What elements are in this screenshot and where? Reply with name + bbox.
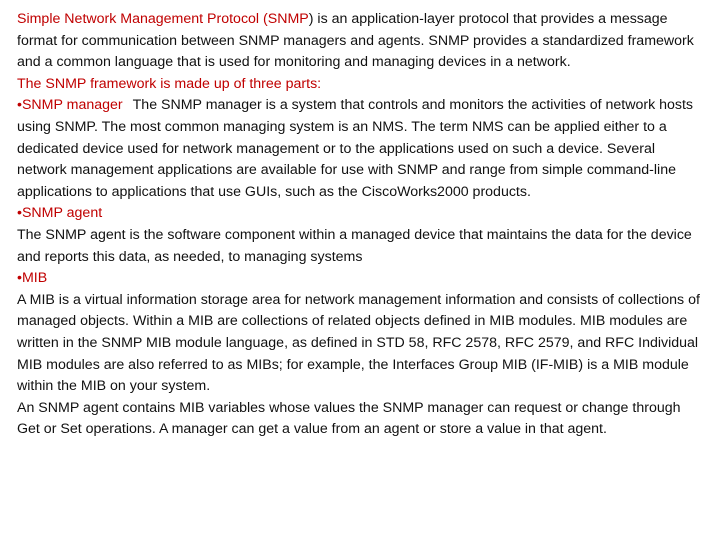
intro-title: Simple Network Management Protocol (SNMP (17, 11, 309, 27)
agent-label: •SNMP agent (17, 205, 103, 222)
intro-paragraph (17, 9, 707, 74)
manager-paragraph (17, 95, 707, 203)
manager-text: The SNMP manager is a system that controls and monitors the activities of network hosts using SNMP. The most common managing system is an NMS. The term NMS can be applied either to a dedicated device used for network management or to the applications used on such a device. Several network management applications are available for use with SNMP and range from simple command-line applications to applications that use GUIs, such as the CiscoWorks2000 products. (17, 97, 694, 200)
agent-text: The SNMP agent is the software component within a managed device that maintains the data for the device and reports this data, as needed, to managing systems (17, 226, 692, 265)
manager-label: •SNMP manager (17, 97, 123, 114)
mib-label: •MIB (17, 270, 48, 287)
intro-text: ) is an application-layer protocol that provides a message format for communication between SNMP managers and agents. SNMP provides a standardized framework and a common language that is used for monitoring and managing devices in a network. (17, 11, 694, 71)
document-body (17, 9, 707, 441)
framework-heading: The SNMP framework is made up of three parts: (17, 75, 322, 92)
mib-text: A MIB is a virtual information storage area for network management information and consists of collections of managed objects. Within a MIB are collections of related objects defined in MIB modules. MIB modules are written in the SNMP MIB module language, as defined in STD 58, RFC 2578, RFC 2579, and RFC Individual MIB modules are also referred to as MIBs; for example, the Interfaces Group MIB (IF-MIB) is a MIB module within the MIB on your system. (17, 291, 700, 395)
closing-paragraph: An SNMP agent contains MIB variables whose values the SNMP manager can request or change through Get or Set operations. A manager can get a value from an agent or store a value in that agent. (17, 399, 681, 438)
